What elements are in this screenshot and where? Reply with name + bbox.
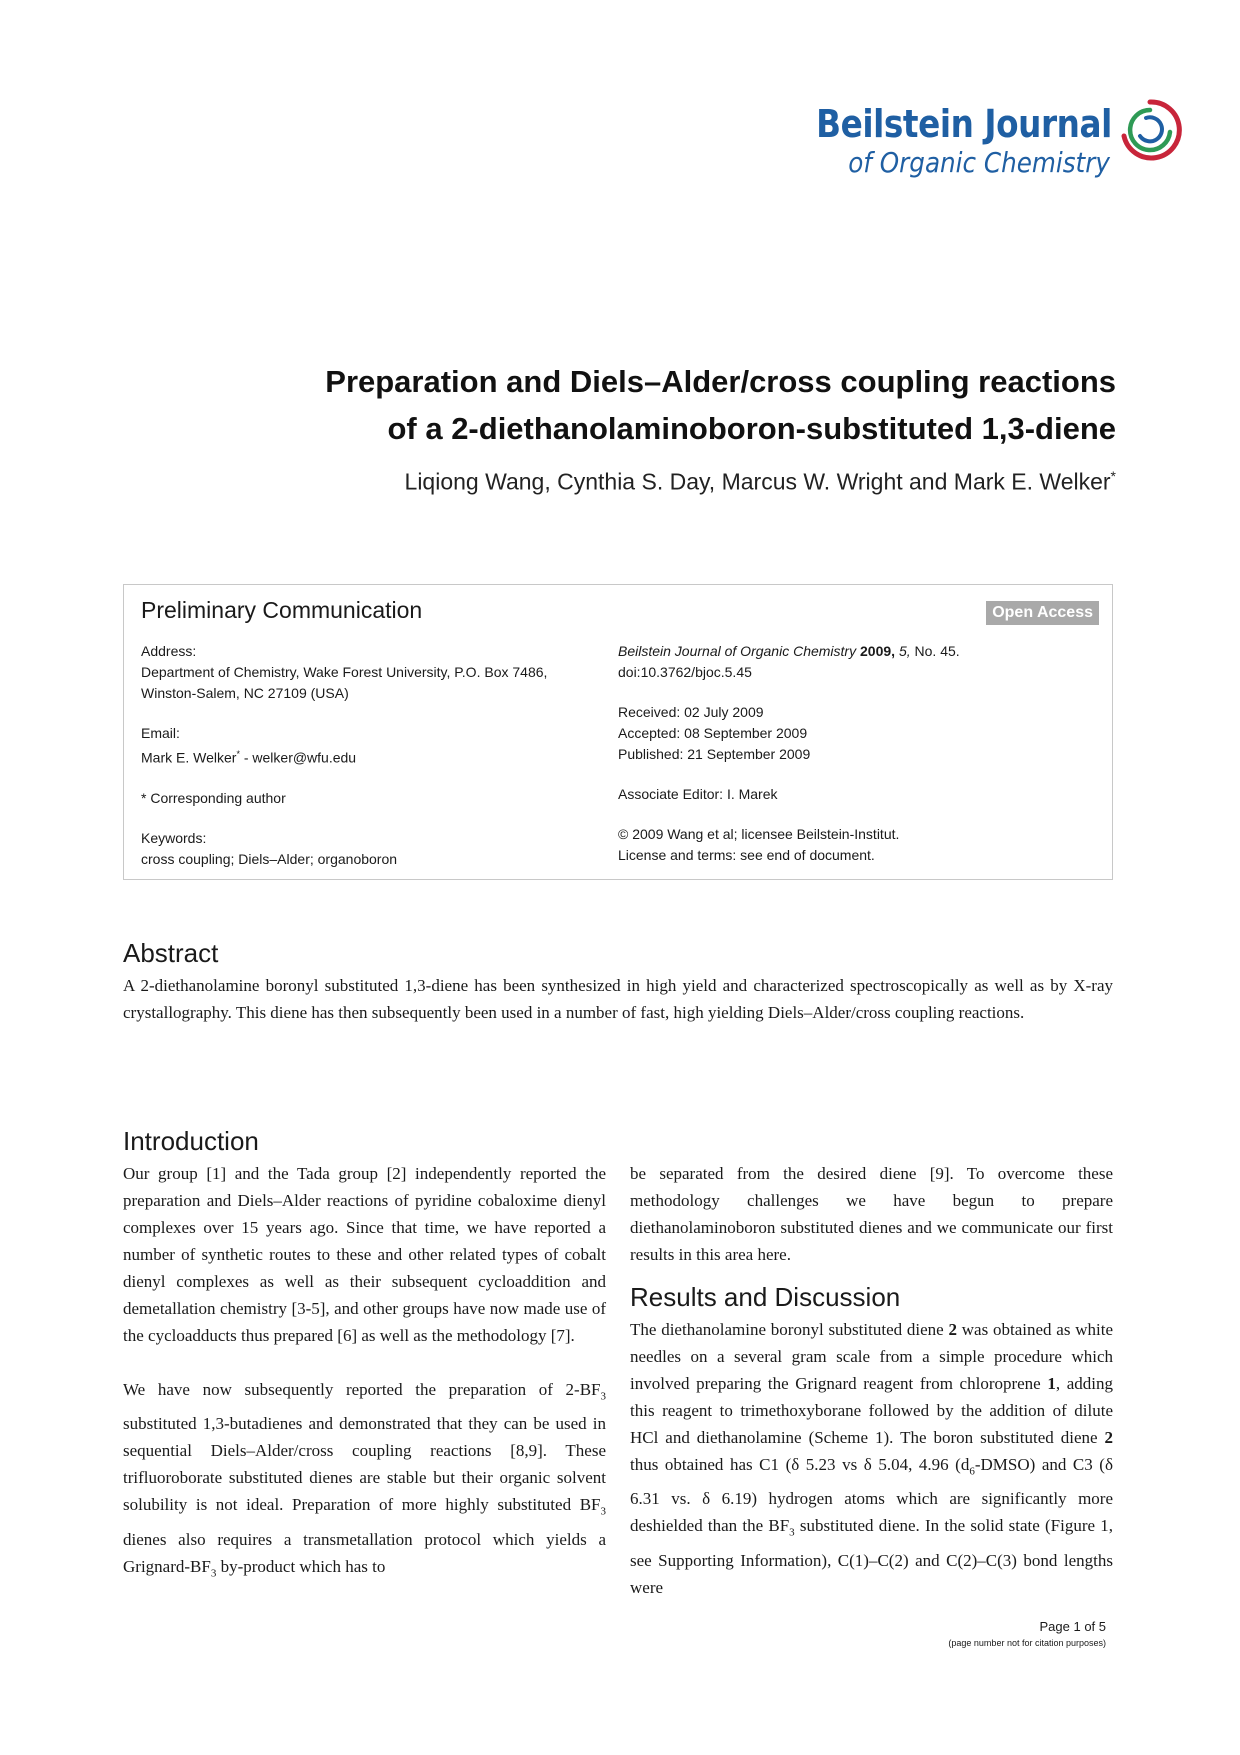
email-mark: *: [236, 749, 240, 759]
email-label: Email:: [141, 725, 180, 741]
results-sub-6: 6: [969, 1465, 975, 1478]
citation-journal: Beilstein Journal of Organic Chemistry: [618, 643, 857, 659]
results-part-6: substituted diene. In the solid state (Figure 1, see Supporting Information), C(1)–C(2) and C(2)–C(3) bond lengths were: [630, 1516, 1113, 1597]
associate-editor: Associate Editor: I. Marek: [618, 786, 778, 802]
author-list: [405, 468, 1116, 496]
article-title-line1: Preparation and Diels–Alder/cross coupling reactions: [325, 364, 1116, 399]
introduction-paragraph-3: be separated from the desired diene [9]. To overcome these methodology challenges we have begun to prepare diethanolaminoboron substituted dienes and we communicate our first results in this area here.: [630, 1164, 1113, 1264]
accepted-date: Accepted: 08 September 2009: [618, 725, 808, 741]
corresponding-note: * Corresponding author: [141, 789, 286, 806]
doi-link[interactable]: doi:10.3762/bjoc.5.45: [618, 664, 752, 680]
intro-sub-a: 3: [600, 1390, 606, 1403]
keywords-label: Keywords:: [141, 829, 207, 846]
authors-text: Liqiong Wang, Cynthia S. Day, Marcus W. Wright and Mark E. Welker: [404, 468, 1111, 495]
citation-volume: 5,: [898, 643, 911, 659]
email-link[interactable]: - welker@wfu.edu: [239, 749, 357, 766]
journal-name-line2: of Organic Chemistry: [848, 146, 1110, 179]
corresponding-mark: *: [1110, 468, 1116, 484]
address-block: [141, 641, 611, 704]
introduction-paragraph-2: [123, 1376, 606, 1587]
info-right-column: [618, 641, 1098, 885]
results-sub-3: 3: [789, 1526, 795, 1539]
copyright-text: © 2009 Wang et al; licensee Beilstein-Institut.: [618, 826, 900, 842]
email-name: Mark E. Welker: [141, 749, 237, 766]
results-column: [630, 1316, 1113, 1628]
email-block: [141, 723, 611, 769]
results-part-4: thus obtained has C1 (δ 5.23 vs δ 5.04, 4.96 (d: [630, 1455, 970, 1474]
license-block: [618, 824, 1098, 866]
address-label: Address:: [141, 643, 197, 659]
article-title-line2: of a 2-diethanolaminoboron-substituted 1,3-diene: [387, 411, 1116, 446]
info-left-column: [141, 641, 611, 889]
abstract-heading: Abstract: [123, 938, 219, 968]
introduction-paragraph-1: Our group [1] and the Tada group [2] independently reported the preparation and Diels–Alder reactions of pyridine cobaloxime dienyl complexes over 15 years ago. Since that time, we have reported a number of synthetic routes to these and other related types of cobalt dienyl complexes as well as their subsequent cycloaddition and demetallation chemistry [3-5], and other groups have now made use of the cycloadducts thus prepared [6] as well as the methodology [7].: [123, 1164, 606, 1345]
dates-block: [618, 702, 1098, 765]
intro-sub-c: 3: [210, 1567, 217, 1580]
intro-p2-part-c: dienes also requires a transmetallation protocol which yields a Grignard-BF: [123, 1529, 606, 1576]
compound-2-ref: 2: [948, 1320, 957, 1339]
intro-p2-part-d: by-product which has to: [216, 1556, 386, 1576]
results-part-5: -DMSO) and C3 (δ 6.31 vs. δ 6.19) hydrogen atoms which are significantly more deshielded than the BF: [630, 1455, 1113, 1536]
article-type: Preliminary Communication: [141, 597, 423, 623]
keywords-text: cross coupling; Diels–Alder; organoboron: [141, 850, 398, 867]
intro-sub-b: 3: [600, 1505, 606, 1518]
license-text: License and terms: see end of document.: [618, 847, 875, 863]
citation-year: 2009,: [860, 643, 896, 659]
intro-p2-part-b: substituted 1,3-butadienes and demonstrated that they can be used in sequential Diels–Alder/cross coupling reactions [8,9]. These trifluoroborate substituted dienes are stable but their organic solvent solubility is not ideal. Preparation of more highly substituted BF: [123, 1414, 606, 1515]
journal-swirl-icon: [1116, 96, 1184, 164]
introduction-heading: Introduction: [123, 1126, 259, 1156]
address-line2: Winston-Salem, NC 27109 (USA): [141, 685, 349, 701]
results-paragraph-1: [630, 1316, 1113, 1601]
open-access-badge: Open Access: [986, 601, 1099, 625]
page-number-note: (page number not for citation purposes): [948, 1638, 1106, 1648]
page-number: Page 1 of 5: [1039, 1619, 1106, 1634]
journal-name-line1: Beilstein Journal: [816, 102, 1112, 146]
keywords-block: [141, 828, 611, 870]
compound-1-ref: 1: [1047, 1374, 1056, 1393]
results-part-3: , adding this reagent to trimethoxyborane followed by the addition of dilute HCl and diethanolamine (Scheme 1). The boron substituted diene: [630, 1374, 1113, 1447]
article-info-box: [123, 584, 1113, 880]
intro-p2-part-a: We have now subsequently reported the preparation of 2-BF: [123, 1380, 601, 1399]
published-date: Published: 21 September 2009: [618, 746, 811, 762]
results-part-2: was obtained as white needles on a several gram scale from a simple procedure which involved preparing the Grignard reagent from chloroprene: [630, 1320, 1113, 1393]
citation-number: No. 45.: [914, 643, 960, 659]
compound-2-ref-second: 2: [1104, 1428, 1113, 1447]
received-date: Received: 02 July 2009: [618, 704, 764, 720]
citation-block: [618, 641, 1098, 683]
results-part-1: The diethanolamine boronyl substituted diene: [630, 1320, 949, 1339]
article-title: [136, 358, 1116, 452]
introduction-column: [123, 1160, 606, 1614]
results-heading: Results and Discussion: [630, 1282, 901, 1312]
abstract-text: A 2-diethanolamine boronyl substituted 1,3-diene has been synthesized in high yield and characterized spectroscopically as well as by X-ray crystallography. This diene has then subsequently been used in a number of fast, high yielding Diels–Alder/cross coupling reactions.: [123, 976, 1113, 1022]
right-column-continuation: [630, 1160, 1113, 1295]
address-line1: Department of Chemistry, Wake Forest University, P.O. Box 7486,: [141, 664, 548, 680]
journal-logo: [768, 102, 1112, 180]
